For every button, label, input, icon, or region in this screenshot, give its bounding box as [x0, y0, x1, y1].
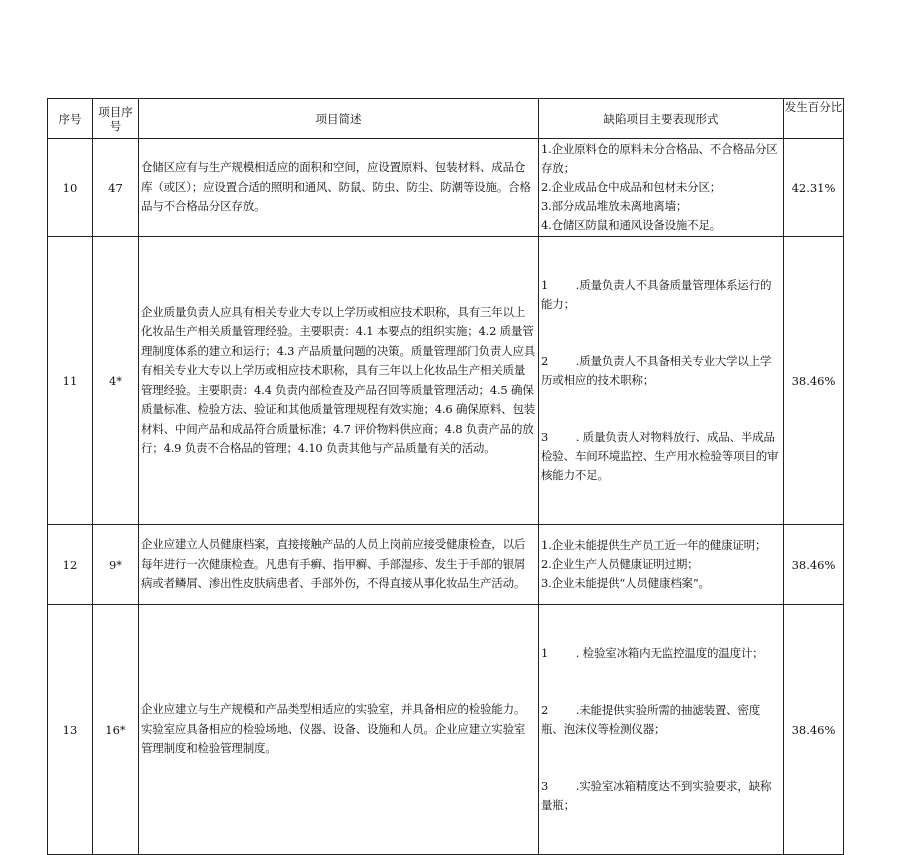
- cell-rate: 42.31%: [784, 139, 844, 237]
- header-defect: 缺陷项目主要表现形式: [539, 99, 784, 139]
- cell-defects: [539, 525, 784, 605]
- cell-item-no: 4*: [93, 237, 139, 525]
- defect-line: 3 . 质量负责人对物料放行、成品、半成品检验、车间环境监控、生产用水检验等项目的审核能力不足。: [541, 430, 779, 482]
- header-rate: 发生百分比: [784, 99, 844, 139]
- defect-line: 1.企业原料仓的原料未分合格品、不合格品分区存放；: [541, 142, 778, 175]
- cell-summary: 企业应建立人员健康档案，直接接触产品的人员上岗前应接受健康检查，以后每年进行一次健康检查。凡患有手癣、指甲癣、手部湿疹、发生于手部的银屑病或者鳞屑、渗出性皮肤病患者、手部外伤，不得直接从事化妆品生产活动。: [139, 525, 539, 605]
- header-item-no: 项目序号: [93, 99, 139, 139]
- defect-line: 2 .质量负责人不具备相关专业大学以上学历或相应的技术职称；: [541, 354, 772, 387]
- cell-defects: [539, 237, 784, 525]
- cell-rate: 38.46%: [784, 605, 844, 855]
- defect-line: 1.企业未能提供生产员工近一年的健康证明；: [541, 538, 767, 552]
- defect-line: 4.仓储区防鼠和通风设备设施不足。: [541, 218, 722, 232]
- table-row: [48, 139, 844, 237]
- defect-table: [47, 98, 844, 855]
- table-row: [48, 605, 844, 855]
- cell-defects: [539, 139, 784, 237]
- defect-line: 3 .实验室冰箱精度达不到实验要求，缺称量瓶；: [541, 779, 772, 812]
- table-row: [48, 525, 844, 605]
- defect-line: 1 . 检验室冰箱内无监控温度的温度计；: [541, 646, 764, 660]
- cell-item-no: 47: [93, 139, 139, 237]
- cell-seq: 11: [48, 237, 93, 525]
- cell-seq: 12: [48, 525, 93, 605]
- cell-item-no: 16*: [93, 605, 139, 855]
- defect-line: 2.企业成品仓中成品和包材未分区；: [541, 180, 722, 194]
- cell-seq: 13: [48, 605, 93, 855]
- cell-rate: 38.46%: [784, 525, 844, 605]
- defect-line: 3.企业未能提供“人员健康档案”。: [541, 576, 710, 590]
- defect-line: 2 .未能提供实验所需的抽滤装置、密度瓶、泡沫仪等检测仪器；: [541, 703, 761, 736]
- cell-seq: 10: [48, 139, 93, 237]
- cell-summary: 企业质量负责人应具有相关专业大专以上学历或相应技术职称，具有三年以上化妆品生产相关质量管理经验。主要职责：4.1 本要点的组织实施；4.2 质量管理制度体系的建立和运行；4.3 产品质量问题的决策。质量管理部门负责人应具有相关专业大专以上学历或相应技术职称，具有三年以上化妆品生产相关质量管理经验。主要职责：4.4 负责内部检查及产品召回等质量管理活动；4.5 确保质量标准、检验方法、验证和其他质量管理规程有效实施；4.6 确保原料、包装材料、中间产品和成品符合质量标准；4.7 评价物料供应商；4.8 负责产品的放行；4.9 负责不合格品的管理；4.10 负责其他与产品质量有关的活动。: [139, 237, 539, 525]
- defect-line: 2.企业生产人员健康证明过期；: [541, 557, 699, 571]
- cell-item-no: 9*: [93, 525, 139, 605]
- cell-defects: [539, 605, 784, 855]
- defect-line: 3.部分成品堆放未离地离墙；: [541, 199, 688, 213]
- cell-rate: 38.46%: [784, 237, 844, 525]
- defect-line: 1 .质量负责人不具备质量管理体系运行的能力；: [541, 278, 772, 311]
- header-summary: 项目简述: [139, 99, 539, 139]
- cell-summary: 企业应建立与生产规模和产品类型相适应的实验室，并具备相应的检验能力。实验室应具备相应的检验场地、仪器、设备、设施和人员。企业应建立实验室管理制度和检验管理制度。: [139, 605, 539, 855]
- header-row: [48, 99, 844, 139]
- header-seq: 序号: [48, 99, 93, 139]
- cell-summary: 仓储区应有与生产规模相适应的面积和空间，应设置原料、包装材料、成品仓库（或区）；应设置合适的照明和通风、防鼠、防虫、防尘、防潮等设施。合格品与不合格品分区存放。: [139, 139, 539, 237]
- table-row: [48, 237, 844, 525]
